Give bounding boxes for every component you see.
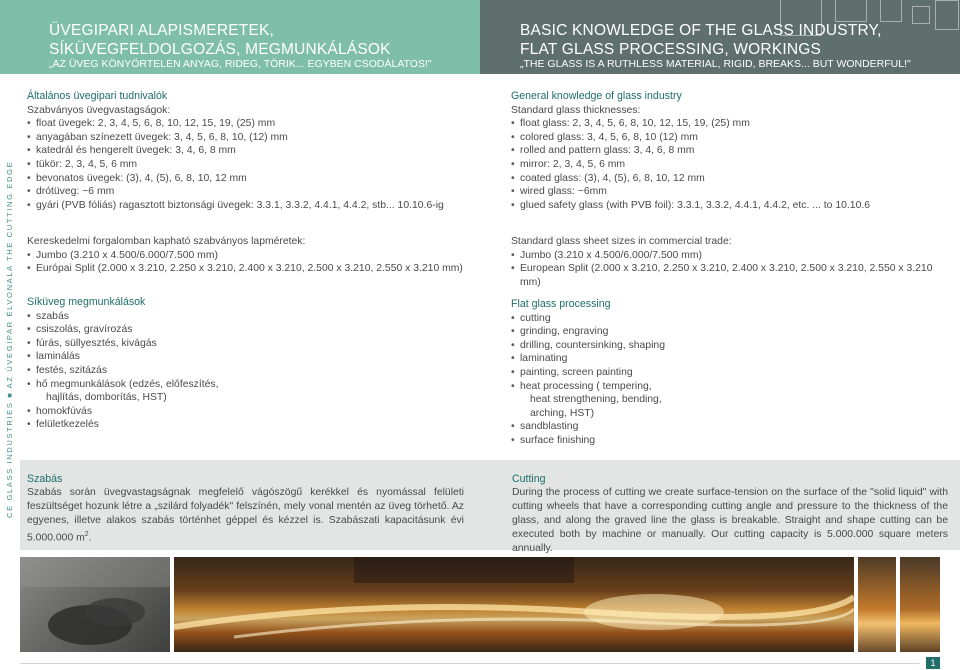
list-item: • drótüveg: ~6 mm — [27, 185, 477, 199]
hu-thickness-intro: Szabványos üvegvastagságok: — [27, 104, 171, 116]
list-item: • mirror: 2, 3, 4, 5, 6 mm — [511, 158, 951, 172]
list-item: • homokfúvás — [27, 405, 477, 419]
list-item-continuation: hajlítás, domborítás, HST) — [46, 392, 167, 404]
list-item: • bevonatos üvegek: (3), 4, (5), 6, 8, 10, 12 mm — [27, 172, 477, 186]
list-item: • hő megmunkálások (edzés, előfeszítés, — [27, 378, 477, 392]
list-item: • anyagában színezett üvegek: 3, 4, 5, 6, 8, 10, (12) mm — [27, 131, 477, 145]
photo-thumb-2 — [900, 557, 940, 652]
hu-title — [49, 21, 391, 59]
en-title — [520, 21, 882, 59]
en-title-line1: BASIC KNOWLEDGE OF THE GLASS INDUSTRY, — [520, 22, 882, 39]
list-item: • felületkezelés — [27, 418, 477, 432]
list-item: • surface finishing — [511, 434, 951, 448]
hu-cutting-block — [27, 472, 464, 545]
list-item: • cutting — [511, 312, 951, 326]
hu-column — [27, 90, 477, 212]
hu-sizes-block — [27, 235, 477, 276]
hu-general-heading: Általános üvegipari tudnivalók — [27, 90, 168, 102]
photo-glass-cutting — [174, 557, 854, 652]
hu-title-line1: ÜVEGIPARI ALAPISMERETEK, — [49, 22, 275, 39]
list-item: • glued safety glass (with PVB foil): 3.3.1, 3.3.2, 4.4.1, 4.4.2, etc. ... to 10.10.6 — [511, 199, 951, 213]
list-item: • katedrál és hengerelt üvegek: 3, 4, 6, 8 mm — [27, 144, 477, 158]
list-item: • coated glass: (3), 4, (5), 6, 8, 10, 12 mm — [511, 172, 951, 186]
list-item: • wired glass: ~6mm — [511, 185, 951, 199]
list-item: • heat processing ( tempering, — [511, 380, 951, 394]
list-item: • tükör: 2, 3, 4, 5, 6 mm — [27, 158, 477, 172]
en-processing-list — [511, 312, 951, 448]
list-item: • Európai Split (2.000 x 3.210, 2.250 x 3.210, 2.400 x 3.210, 2.500 x 3.210, 2.550 x 3.210 mm) — [27, 262, 477, 276]
footer-rule — [20, 663, 920, 664]
list-item: • Jumbo (3.210 x 4.500/6.000/7.500 mm) — [511, 249, 956, 263]
list-item: • drilling, countersinking, shaping — [511, 339, 951, 353]
en-processing-block — [511, 298, 951, 448]
en-processing-heading: Flat glass processing — [511, 298, 611, 310]
list-item: • csiszolás, gravírozás — [27, 323, 477, 337]
hu-title-line2: SÍKÜVEGFELDOLGOZÁS, MEGMUNKÁLÁSOK — [49, 41, 391, 58]
hu-processing-list — [27, 310, 477, 432]
decor-tile — [935, 0, 959, 30]
en-cutting-heading: Cutting — [512, 473, 546, 485]
hu-thickness-list — [27, 117, 477, 212]
en-general-heading: General knowledge of glass industry — [511, 90, 682, 102]
list-item: • float üvegek: 2, 3, 4, 5, 6, 8, 10, 12, 15, 19, (25) mm — [27, 117, 477, 131]
en-subtitle: „THE GLASS IS A RUTHLESS MATERIAL, RIGID, BREAKS... BUT WONDERFUL!" — [520, 58, 911, 70]
hu-cutting-heading: Szabás — [27, 473, 63, 485]
vertical-sidebar-text: CE GLASS INDUSTRIES ■ AZ ÜVEGIPAR ÉLVONALA THE CUTTING EDGE — [5, 160, 14, 518]
hu-processing-heading: Síküveg megmunkálások — [27, 296, 146, 308]
decor-tile — [912, 6, 930, 24]
list-item: • fúrás, süllyesztés, kivágás — [27, 337, 477, 351]
hu-subtitle: „AZ ÜVEG KÖNYÖRTELEN ANYAG, RIDEG, TÖRIK... EGYBEN CSODÁLATOS!" — [49, 58, 432, 70]
list-item: • grinding, engraving — [511, 325, 951, 339]
list-item: • szabás — [27, 310, 477, 324]
hu-cutting-superscript: 2 — [84, 531, 89, 538]
decor-tile — [835, 0, 867, 22]
list-item: • float glass: 2, 3, 4, 5, 6, 8, 10, 12, 15, 19, (25) mm — [511, 117, 951, 131]
en-thickness-list — [511, 117, 951, 212]
en-sizes-block — [511, 235, 956, 289]
list-item-continuation: heat strengthening, bending, — [530, 394, 662, 406]
photo-thumb-1 — [858, 557, 896, 652]
hu-sizes-list — [27, 249, 477, 276]
photo-gloved-hands — [20, 557, 170, 652]
list-item: • European Split (2.000 x 3.210, 2.250 x 3.210, 2.400 x 3.210, 2.500 x 3.210, 2.550 x 3.210 mm) — [511, 262, 956, 289]
list-item: • festés, szitázás — [27, 364, 477, 378]
vertical-sidebar — [5, 160, 17, 520]
list-item-continuation: arching, HST) — [530, 407, 595, 419]
hu-cutting-text-end: . — [88, 532, 92, 544]
list-item: • laminálás — [27, 350, 477, 364]
page-number: 1 — [926, 657, 940, 669]
list-item: • gyári (PVB fóliás) ragasztott biztonsági üvegek: 3.3.1, 3.3.2, 4.4.1, 4.4.2, stb... 10.10.6-ig — [27, 199, 477, 213]
list-item: • painting, screen painting — [511, 366, 951, 380]
en-cutting-block — [512, 472, 948, 556]
list-item: • laminating — [511, 352, 951, 366]
hu-sizes-intro: Kereskedelmi forgalomban kapható szabványos lapméretek: — [27, 236, 306, 247]
en-thickness-intro: Standard glass thicknesses: — [511, 104, 641, 116]
en-sizes-intro: Standard glass sheet sizes in commercial trade: — [511, 236, 732, 247]
list-item: • rolled and pattern glass: 3, 4, 6, 8 mm — [511, 144, 951, 158]
decor-tile — [880, 0, 902, 22]
list-item: • sandblasting — [511, 420, 951, 434]
list-item: • Jumbo (3.210 x 4.500/6.000/7.500 mm) — [27, 249, 477, 263]
en-column — [511, 90, 951, 212]
hu-cutting-text: Szabás során üvegvastagságnak megfelelő vágószögű kerékkel és nyomással felületi feszültséget hozunk létre a „szilárd folyadék" felszínén, mely vonal mentén az üveg törhető. Az egyenes, illetve alakos szabás történhet géppel és kézzel is. Szabászati kapacitásunk évi 5.000.000 m — [27, 487, 464, 544]
en-title-line2: FLAT GLASS PROCESSING, WORKINGS — [520, 41, 822, 58]
en-sizes-list — [511, 249, 956, 290]
hu-processing-block — [27, 296, 477, 432]
en-cutting-text: During the process of cutting we create surface-tension on the surface of the "solid liquid" with cutting wheels that have a corresponding cutting angle and pressure to the thickness of the glass, and along the graved line the glass is breakable. Straight and shape cutting can be executed both by machine or manually. Our cutting capacity is 5.000.000 square meters annually. — [512, 487, 948, 554]
list-item: • colored glass: 3, 4, 5, 6, 8, 10 (12) mm — [511, 131, 951, 145]
